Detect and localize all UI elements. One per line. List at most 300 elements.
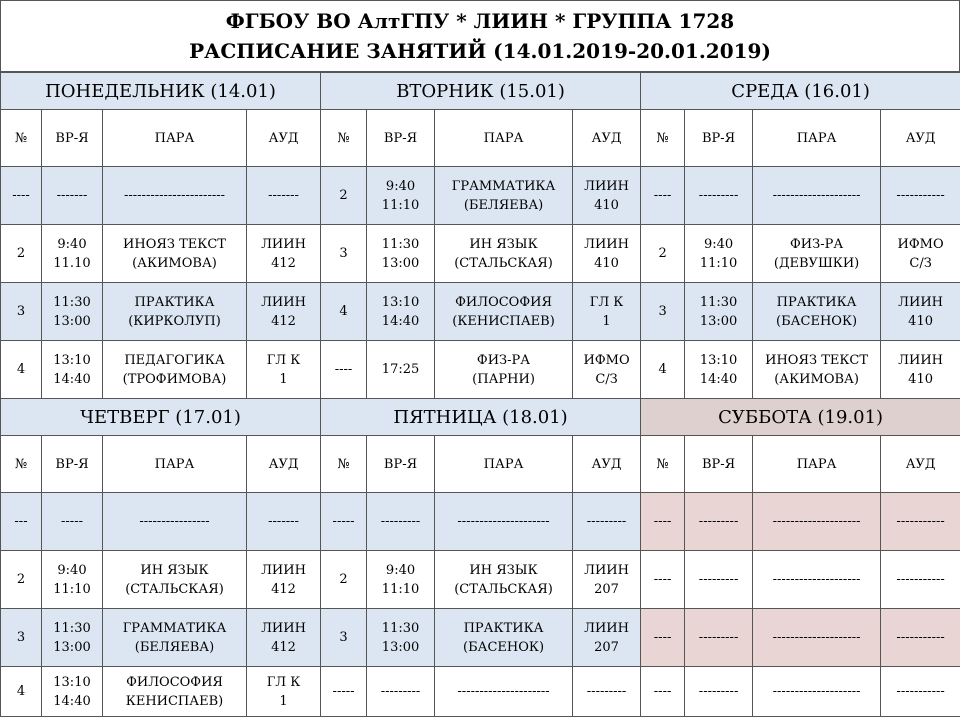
lesson-subject bbox=[753, 667, 881, 717]
lesson-subject-text: -------------------- bbox=[772, 188, 861, 203]
lesson-number-text: 3 bbox=[16, 630, 26, 645]
lesson-number-text: 4 bbox=[339, 304, 348, 319]
lesson-number-text: ---- bbox=[653, 684, 672, 699]
lesson-room-text: ЛИИН bbox=[261, 620, 306, 636]
lesson-subject bbox=[103, 609, 247, 667]
col-pair-header-text: ПАРА bbox=[796, 130, 837, 146]
lesson-number-text: 3 bbox=[16, 304, 26, 319]
lesson-number bbox=[641, 551, 685, 609]
lesson-time-text: 11:30 bbox=[381, 236, 420, 252]
lesson-number bbox=[321, 341, 367, 399]
lesson-time bbox=[367, 493, 435, 551]
lesson-room-text: 410 bbox=[908, 371, 933, 387]
lesson-time bbox=[42, 609, 103, 667]
lesson-room-text: ----------- bbox=[896, 684, 945, 699]
lesson-time-text: --------- bbox=[380, 514, 421, 529]
lesson-time-text: 13:00 bbox=[381, 255, 420, 271]
col-room-header-text: АУД bbox=[905, 130, 936, 146]
day-header-row bbox=[1, 73, 960, 110]
lesson-subject-text: -------------------- bbox=[772, 514, 861, 529]
lesson-subject bbox=[435, 609, 573, 667]
lesson-subject-text: ФИЗ-РА bbox=[789, 236, 844, 252]
lesson-room bbox=[573, 283, 641, 341]
lesson-time-text: 9:40 bbox=[703, 236, 734, 252]
lesson-subject-text: (АКИМОВА) bbox=[774, 371, 859, 387]
lesson-number bbox=[641, 609, 685, 667]
col-time-header bbox=[367, 436, 435, 493]
lesson-number-text: ---- bbox=[653, 572, 672, 587]
day-header bbox=[641, 399, 960, 436]
lesson-subject-text: (КЕНИСПАЕВ) bbox=[452, 313, 555, 329]
lesson-number-text: 4 bbox=[658, 362, 667, 377]
day-header bbox=[641, 73, 960, 110]
lesson-time-text: 9:40 bbox=[385, 562, 416, 578]
lesson-number-text: 3 bbox=[339, 246, 348, 261]
lesson-subject bbox=[753, 493, 881, 551]
lesson-time-text: 11.10 bbox=[53, 255, 91, 271]
lesson-room-text: 412 bbox=[271, 581, 296, 597]
lesson-number-text: ---- bbox=[334, 362, 353, 377]
col-pair-header bbox=[753, 110, 881, 167]
day-header bbox=[321, 73, 641, 110]
lesson-number-text: 2 bbox=[16, 572, 26, 587]
lesson-time-text: 17:25 bbox=[381, 362, 420, 377]
day-header-text: СУББОТА (19.01) bbox=[718, 406, 884, 428]
lesson-time-text: 11:10 bbox=[699, 255, 738, 271]
lesson-time-text: 11:10 bbox=[53, 581, 91, 597]
lesson-time-text: 14:40 bbox=[53, 693, 91, 709]
lesson-number-text: ---- bbox=[653, 630, 672, 645]
lesson-time bbox=[42, 667, 103, 717]
lesson-room-text: 410 bbox=[594, 255, 619, 271]
lesson-number bbox=[1, 667, 42, 717]
lesson-subject-text: ПРАКТИКА bbox=[776, 294, 857, 310]
col-number-header-text: № bbox=[337, 456, 350, 472]
title-line-1: ФГБОУ ВО АлтГПУ * ЛИИН * ГРУППА 1728 bbox=[225, 9, 735, 33]
lesson-time-text: 13:00 bbox=[699, 313, 738, 329]
lesson-subject bbox=[435, 551, 573, 609]
lesson-room bbox=[247, 551, 321, 609]
lesson-room-text: С/З bbox=[909, 255, 932, 271]
lesson-time-text: 13:00 bbox=[53, 313, 91, 329]
lesson-number-text: ---- bbox=[12, 188, 30, 203]
lesson-number-text: 4 bbox=[16, 684, 26, 699]
schedule-title bbox=[0, 0, 960, 72]
lesson-subject-text: ПЕДАГОГИКА bbox=[124, 352, 225, 368]
col-number-header bbox=[321, 110, 367, 167]
col-room-header bbox=[247, 436, 321, 493]
col-room-header bbox=[247, 110, 321, 167]
lesson-number-text: 3 bbox=[339, 630, 348, 645]
lesson-room-text: 412 bbox=[271, 313, 296, 329]
col-room-header-text: АУД bbox=[268, 456, 299, 472]
lesson-room-text: ЛИИН bbox=[584, 236, 629, 252]
col-time-header-text: ВР-Я bbox=[55, 456, 89, 472]
lesson-number bbox=[641, 667, 685, 717]
lesson-time bbox=[367, 667, 435, 717]
lesson-subject-text: (БЕЛЯЕВА) bbox=[134, 639, 215, 655]
col-time-header bbox=[685, 436, 753, 493]
lesson-room-text: ЛИИН bbox=[584, 620, 629, 636]
lesson-subject-text: ---------------- bbox=[139, 514, 210, 529]
table-row bbox=[1, 551, 960, 609]
col-pair-header bbox=[435, 436, 573, 493]
lesson-subject bbox=[435, 283, 573, 341]
col-pair-header-text: ПАРА bbox=[483, 130, 524, 146]
lesson-subject-text: (БАСЕНОК) bbox=[776, 313, 858, 329]
lesson-room bbox=[881, 609, 960, 667]
lesson-subject bbox=[435, 225, 573, 283]
lesson-number-text: 2 bbox=[16, 246, 26, 261]
lesson-room bbox=[573, 167, 641, 225]
lesson-room bbox=[881, 341, 960, 399]
lesson-room bbox=[573, 493, 641, 551]
lesson-room bbox=[247, 283, 321, 341]
lesson-time-text: 11:30 bbox=[53, 294, 91, 310]
lesson-room-text: 412 bbox=[271, 255, 296, 271]
col-pair-header bbox=[753, 436, 881, 493]
col-room-header-text: АУД bbox=[591, 456, 622, 472]
lesson-room-text: 207 bbox=[594, 639, 619, 655]
lesson-number bbox=[1, 551, 42, 609]
lesson-time-text: --------- bbox=[698, 188, 739, 203]
lesson-subject-text: (ТРОФИМОВА) bbox=[122, 371, 227, 387]
lesson-room-text: ЛИИН bbox=[261, 236, 306, 252]
col-number-header bbox=[641, 436, 685, 493]
lesson-subject bbox=[753, 225, 881, 283]
lesson-number-text: 2 bbox=[339, 188, 348, 203]
lesson-subject-text: (ДЕВУШКИ) bbox=[773, 255, 860, 271]
lesson-time-text: --------- bbox=[698, 630, 739, 645]
lesson-room bbox=[247, 609, 321, 667]
lesson-number bbox=[321, 283, 367, 341]
day-header bbox=[1, 73, 321, 110]
lesson-number bbox=[1, 283, 42, 341]
title-line-2: РАСПИСАНИЕ ЗАНЯТИЙ (14.01.2019-20.01.2019) bbox=[189, 39, 771, 63]
lesson-time bbox=[367, 551, 435, 609]
lesson-room-text: ------- bbox=[268, 514, 299, 529]
lesson-room-text: ----------- bbox=[896, 572, 945, 587]
lesson-time bbox=[367, 283, 435, 341]
lesson-room-text: ----------- bbox=[896, 188, 945, 203]
col-number-header bbox=[1, 436, 42, 493]
lesson-number bbox=[1, 225, 42, 283]
lesson-subject bbox=[103, 493, 247, 551]
col-room-header bbox=[573, 436, 641, 493]
col-pair-header-text: ПАРА bbox=[154, 130, 195, 146]
lesson-room bbox=[573, 609, 641, 667]
lesson-subject-text: ПРАКТИКА bbox=[134, 294, 215, 310]
day-header-row bbox=[1, 399, 960, 436]
column-header-row bbox=[1, 436, 960, 493]
table-row bbox=[1, 225, 960, 283]
col-pair-header bbox=[103, 436, 247, 493]
lesson-room-text: ГЛ К bbox=[266, 674, 301, 690]
lesson-room bbox=[247, 167, 321, 225]
col-number-header-text: № bbox=[14, 130, 28, 146]
lesson-number-text: --- bbox=[14, 514, 28, 529]
lesson-time bbox=[367, 225, 435, 283]
lesson-time-text: 11:30 bbox=[381, 620, 420, 636]
lesson-time-text: 13:10 bbox=[53, 674, 91, 690]
lesson-room-text: ------- bbox=[268, 188, 299, 203]
lesson-room bbox=[881, 167, 960, 225]
lesson-subject-text: ГРАММАТИКА bbox=[122, 620, 227, 636]
lesson-subject-text: -------------------- bbox=[772, 684, 861, 699]
lesson-room-text: ЛИИН bbox=[261, 294, 306, 310]
lesson-subject-text: ФИЛОСОФИЯ bbox=[126, 674, 223, 690]
col-room-header bbox=[881, 436, 960, 493]
day-header-text: ВТОРНИК (15.01) bbox=[396, 80, 565, 102]
lesson-subject bbox=[435, 667, 573, 717]
table-row bbox=[1, 283, 960, 341]
lesson-subject-text: (СТАЛЬСКАЯ) bbox=[454, 255, 553, 271]
lesson-room-text: ЛИИН bbox=[584, 178, 629, 194]
col-time-header-text: ВР-Я bbox=[383, 456, 418, 472]
lesson-room bbox=[881, 493, 960, 551]
lesson-subject bbox=[103, 341, 247, 399]
lesson-time bbox=[685, 341, 753, 399]
lesson-subject bbox=[753, 609, 881, 667]
col-time-header bbox=[42, 436, 103, 493]
col-room-header-text: АУД bbox=[905, 456, 936, 472]
table-row bbox=[1, 493, 960, 551]
lesson-subject-text: (БАСЕНОК) bbox=[463, 639, 545, 655]
col-pair-header-text: ПАРА bbox=[154, 456, 195, 472]
lesson-number-text: 3 bbox=[658, 304, 667, 319]
schedule-table bbox=[0, 72, 960, 717]
col-time-header-text: ВР-Я bbox=[701, 130, 736, 146]
lesson-number bbox=[321, 493, 367, 551]
lesson-time bbox=[42, 167, 103, 225]
lesson-subject-text: ГРАММАТИКА bbox=[451, 178, 556, 194]
lesson-number bbox=[321, 609, 367, 667]
lesson-number-text: 2 bbox=[658, 246, 667, 261]
lesson-time-text: 11:30 bbox=[699, 294, 738, 310]
lesson-time-text: 9:40 bbox=[385, 178, 416, 194]
lesson-number bbox=[1, 609, 42, 667]
lesson-room bbox=[247, 667, 321, 717]
lesson-room-text: --------- bbox=[586, 514, 627, 529]
lesson-subject-text: ИН ЯЗЫК bbox=[469, 236, 538, 252]
col-time-header bbox=[685, 110, 753, 167]
lesson-room-text: --------- bbox=[586, 684, 627, 699]
lesson-subject-text: -------------------- bbox=[772, 572, 861, 587]
lesson-number-text: ---- bbox=[653, 188, 672, 203]
lesson-number bbox=[321, 667, 367, 717]
lesson-room bbox=[881, 551, 960, 609]
lesson-room-text: 1 bbox=[279, 371, 288, 387]
lesson-time bbox=[42, 283, 103, 341]
lesson-time bbox=[685, 551, 753, 609]
day-header bbox=[1, 399, 321, 436]
lesson-time bbox=[367, 341, 435, 399]
lesson-room-text: 410 bbox=[594, 197, 619, 213]
col-room-header bbox=[881, 110, 960, 167]
lesson-subject-text: --------------------- bbox=[457, 684, 550, 699]
lesson-time-text: 13:10 bbox=[699, 352, 738, 368]
lesson-time-text: --------- bbox=[698, 514, 739, 529]
lesson-subject bbox=[753, 341, 881, 399]
lesson-room-text: ЛИИН bbox=[898, 352, 944, 368]
lesson-room bbox=[573, 667, 641, 717]
col-pair-header-text: ПАРА bbox=[796, 456, 837, 472]
table-row bbox=[1, 667, 960, 717]
lesson-number bbox=[321, 551, 367, 609]
lesson-room-text: 410 bbox=[908, 313, 933, 329]
lesson-subject bbox=[435, 341, 573, 399]
lesson-subject-text: ФИЛОСОФИЯ bbox=[455, 294, 552, 310]
lesson-time-text: --------- bbox=[698, 572, 739, 587]
col-time-header bbox=[367, 110, 435, 167]
day-header bbox=[321, 399, 641, 436]
lesson-time-text: 13:10 bbox=[381, 294, 420, 310]
lesson-time-text: 11:30 bbox=[53, 620, 91, 636]
col-time-header-text: ВР-Я bbox=[701, 456, 736, 472]
lesson-number bbox=[321, 167, 367, 225]
lesson-time-text: 13:00 bbox=[381, 639, 420, 655]
lesson-time-text: 11:10 bbox=[381, 581, 420, 597]
col-number-header-text: № bbox=[656, 456, 669, 472]
lesson-subject-text: (БЕЛЯЕВА) bbox=[463, 197, 544, 213]
lesson-room bbox=[573, 225, 641, 283]
lesson-time bbox=[367, 167, 435, 225]
col-number-header-text: № bbox=[14, 456, 28, 472]
lesson-number bbox=[641, 167, 685, 225]
lesson-room bbox=[573, 341, 641, 399]
lesson-number bbox=[321, 225, 367, 283]
lesson-room-text: 412 bbox=[271, 639, 296, 655]
lesson-subject-text: (КИРКОЛУП) bbox=[128, 313, 221, 329]
col-room-header bbox=[573, 110, 641, 167]
lesson-time-text: ----- bbox=[61, 514, 83, 529]
lesson-subject-text: (АКИМОВА) bbox=[132, 255, 217, 271]
lesson-subject-text: КЕНИСПАЕВ) bbox=[125, 693, 224, 709]
lesson-subject-text: ИН ЯЗЫК bbox=[469, 562, 538, 578]
lesson-room bbox=[247, 225, 321, 283]
lesson-subject bbox=[435, 167, 573, 225]
col-number-header bbox=[641, 110, 685, 167]
lesson-subject bbox=[103, 283, 247, 341]
col-time-header bbox=[42, 110, 103, 167]
lesson-subject bbox=[103, 167, 247, 225]
lesson-subject-text: ПРАКТИКА bbox=[463, 620, 544, 636]
col-number-header-text: № bbox=[656, 130, 669, 146]
lesson-subject-text: (СТАЛЬСКАЯ) bbox=[454, 581, 553, 597]
col-pair-header bbox=[103, 110, 247, 167]
lesson-room bbox=[881, 283, 960, 341]
table-row bbox=[1, 609, 960, 667]
lesson-number-text: 2 bbox=[339, 572, 348, 587]
lesson-subject bbox=[753, 167, 881, 225]
col-number-header-text: № bbox=[337, 130, 350, 146]
day-header-text: ПОНЕДЕЛЬНИК (14.01) bbox=[45, 80, 276, 102]
lesson-time-text: 14:40 bbox=[381, 313, 420, 329]
lesson-room bbox=[881, 667, 960, 717]
lesson-room-text: ЛИИН bbox=[584, 562, 629, 578]
lesson-time-text: 14:40 bbox=[53, 371, 91, 387]
col-room-header-text: АУД bbox=[268, 130, 299, 146]
table-row bbox=[1, 341, 960, 399]
lesson-number-text: ----- bbox=[332, 514, 355, 529]
lesson-room-text: ЛИИН bbox=[261, 562, 306, 578]
lesson-number bbox=[1, 341, 42, 399]
lesson-subject bbox=[753, 551, 881, 609]
lesson-room-text: С/З bbox=[595, 371, 618, 387]
lesson-time bbox=[42, 225, 103, 283]
lesson-room-text: ИФМО bbox=[583, 352, 630, 368]
column-header-row bbox=[1, 110, 960, 167]
lesson-room-text: ----------- bbox=[896, 630, 945, 645]
lesson-subject bbox=[103, 551, 247, 609]
lesson-room-text: 207 bbox=[594, 581, 619, 597]
lesson-time-text: 11:10 bbox=[381, 197, 420, 213]
lesson-number bbox=[641, 283, 685, 341]
lesson-subject-text: (ПАРНИ) bbox=[472, 371, 535, 387]
lesson-subject bbox=[103, 225, 247, 283]
lesson-number-text: ---- bbox=[653, 514, 672, 529]
lesson-time-text: 14:40 bbox=[699, 371, 738, 387]
col-pair-header-text: ПАРА bbox=[483, 456, 524, 472]
lesson-subject-text: -------------------- bbox=[772, 630, 861, 645]
lesson-subject-text: ИНОЯЗ ТЕКСТ bbox=[765, 352, 869, 368]
day-header-text: ЧЕТВЕРГ (17.01) bbox=[80, 406, 241, 428]
lesson-time bbox=[42, 341, 103, 399]
lesson-number bbox=[641, 225, 685, 283]
lesson-time bbox=[685, 167, 753, 225]
lesson-time-text: 13:10 bbox=[53, 352, 91, 368]
lesson-time-text: ------- bbox=[56, 188, 88, 203]
lesson-subject-text: ИНОЯЗ ТЕКСТ bbox=[123, 236, 226, 252]
lesson-subject-text: ИН ЯЗЫК bbox=[140, 562, 209, 578]
lesson-subject-text: ФИЗ-РА bbox=[476, 352, 531, 368]
lesson-time-text: --------- bbox=[698, 684, 739, 699]
lesson-room bbox=[881, 225, 960, 283]
lesson-room-text: ГЛ К bbox=[266, 352, 301, 368]
lesson-time-text: --------- bbox=[380, 684, 421, 699]
lesson-number bbox=[641, 493, 685, 551]
lesson-number-text: 4 bbox=[16, 362, 26, 377]
day-header-text: ПЯТНИЦА (18.01) bbox=[393, 406, 568, 428]
lesson-room bbox=[247, 341, 321, 399]
col-time-header-text: ВР-Я bbox=[383, 130, 418, 146]
lesson-time bbox=[367, 609, 435, 667]
table-row bbox=[1, 167, 960, 225]
lesson-time-text: 13:00 bbox=[53, 639, 91, 655]
col-number-header bbox=[1, 110, 42, 167]
lesson-room bbox=[247, 493, 321, 551]
col-time-header-text: ВР-Я bbox=[55, 130, 89, 146]
lesson-room-text: 1 bbox=[602, 313, 611, 329]
col-pair-header bbox=[435, 110, 573, 167]
lesson-room-text: ЛИИН bbox=[898, 294, 944, 310]
lesson-number bbox=[1, 167, 42, 225]
lesson-subject-text: ----------------------- bbox=[123, 188, 226, 203]
lesson-time bbox=[685, 667, 753, 717]
lesson-room-text: ----------- bbox=[896, 514, 945, 529]
lesson-number bbox=[641, 341, 685, 399]
lesson-subject bbox=[103, 667, 247, 717]
lesson-time-text: 9:40 bbox=[57, 562, 87, 578]
lesson-time bbox=[685, 493, 753, 551]
lesson-time bbox=[685, 225, 753, 283]
lesson-subject bbox=[435, 493, 573, 551]
lesson-number-text: ----- bbox=[332, 684, 355, 699]
lesson-subject bbox=[753, 283, 881, 341]
lesson-time-text: 9:40 bbox=[57, 236, 87, 252]
lesson-room-text: ГЛ К bbox=[589, 294, 624, 310]
col-room-header-text: АУД bbox=[591, 130, 622, 146]
